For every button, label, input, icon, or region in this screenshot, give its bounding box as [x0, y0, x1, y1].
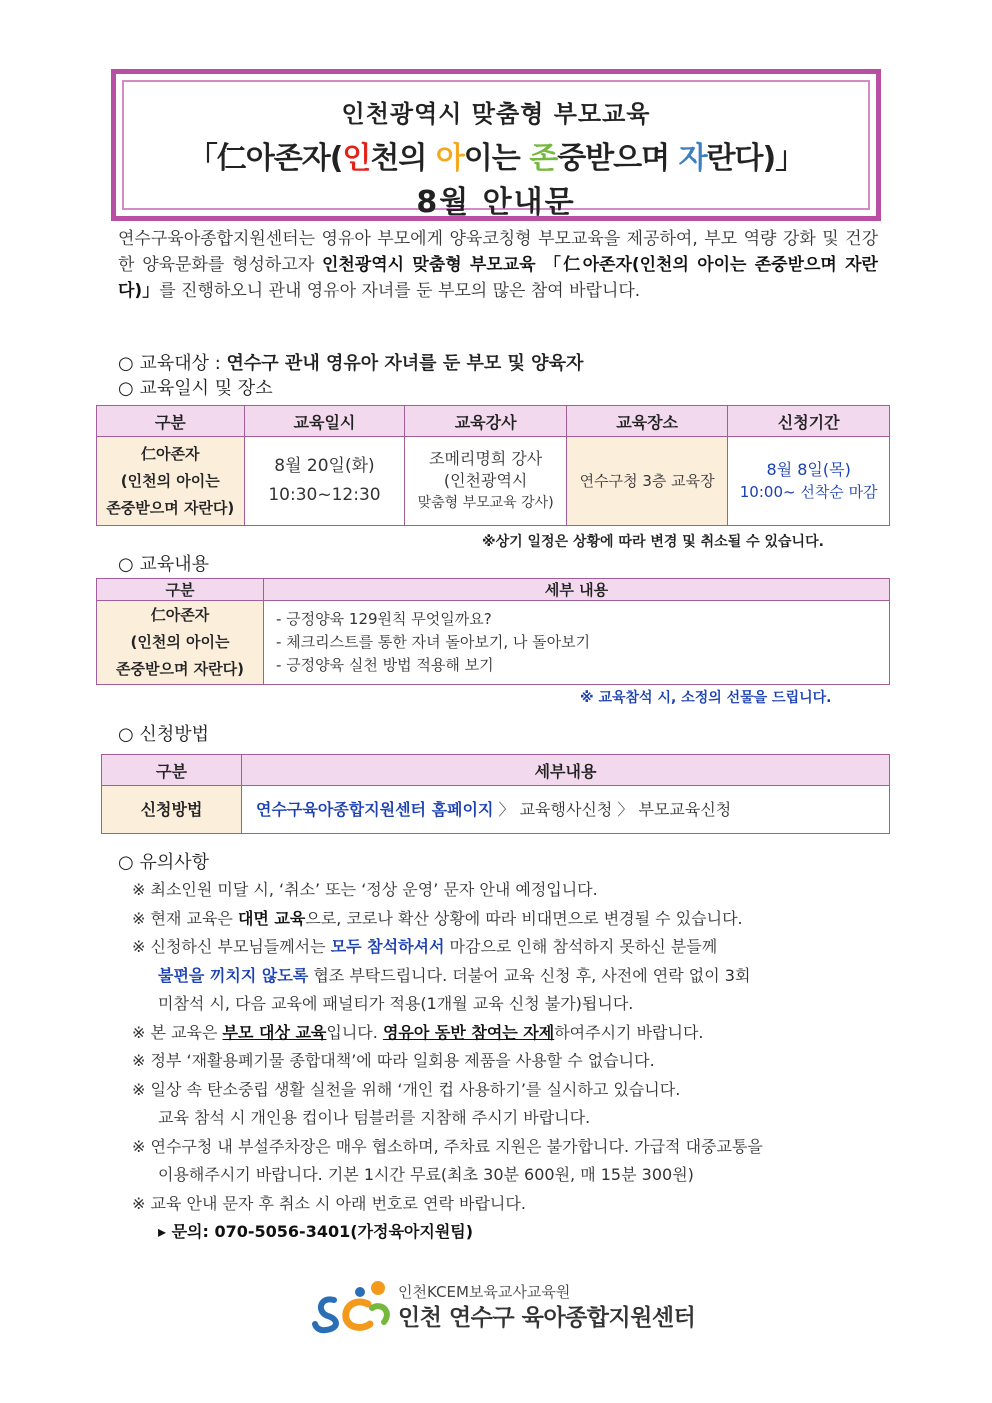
content-row [97, 601, 890, 685]
content-header-detail: 세부 내용 [264, 579, 890, 601]
title-letter-jon: 존 [529, 141, 558, 176]
category-line: (인천의 아이는 [130, 633, 230, 651]
title-prefix: 「仁아존자( [187, 141, 343, 176]
date-text: 8월 20일(화) [274, 456, 375, 476]
apply-header-row [102, 755, 890, 786]
homepage-link[interactable]: 연수구육아종합지원센터 홈페이지 [256, 800, 494, 819]
intro-text-1: 연수구육아종합지원센터는 영유아 부모에게 양육코칭형 부모교육을 제공하여, 부모 역량 강화 및 건강한 양육문화를 형성하고자 [118, 229, 878, 275]
note-text: 으로, 코로나 확산 상황에 따라 비대면으로 변경될 수 있습니다. [305, 908, 743, 928]
note-text: 하여주시기 바랍니다. [554, 1022, 704, 1042]
title-inner-frame [122, 80, 870, 220]
apply-header-detail: 세부내용 [242, 755, 890, 786]
apply-date: 8월 8일(목) [766, 460, 851, 479]
title-line-3: 8월 안내문 [416, 185, 576, 220]
note-text: 협조 부탁드립니다. 더불어 교육 신청 후, 사전에 연락 없이 3회 [308, 965, 751, 985]
note-text: ※ 현재 교육은 [132, 908, 238, 928]
target-value: 연수구 관내 영유아 자녀를 둔 부모 및 양육자 [226, 353, 584, 374]
note-text: 마감으로 인해 참석하지 못하신 분들께 [444, 937, 718, 956]
category-line: 존중받으며 자란다) [116, 660, 244, 678]
apply-table [101, 754, 890, 834]
target-label: ○ 교육대상 : [118, 353, 227, 374]
category-line: 존중받으며 자란다) [106, 498, 235, 517]
apply-detail-cell [242, 786, 890, 834]
title-letter-ja: 자 [678, 141, 707, 176]
schedule-datetime-cell [244, 437, 405, 526]
note-item [132, 905, 892, 934]
time-text: 10:30~12:30 [268, 485, 381, 505]
note-emphasis: 영유아 동반 참여는 자제 [382, 1022, 555, 1042]
note-item [132, 933, 892, 962]
apply-header-category: 구분 [102, 755, 242, 786]
note-emphasis: 부모 대상 교육 [222, 1022, 327, 1042]
footer-org-sub: 인천KCEM보육교사교육원 [398, 1283, 571, 1301]
schedule-header-category: 구분 [97, 406, 245, 437]
schedule-header-row [97, 406, 890, 437]
title-line-1: 인천광역시 맞춤형 부모교육 [341, 100, 651, 128]
gift-note: ※ 교육참석 시, 소정의 선물을 드립니다. [580, 690, 832, 706]
schedule-header-place: 교육장소 [566, 406, 727, 437]
note-item [132, 1019, 892, 1048]
note-text: ※ 본 교육은 [132, 1022, 223, 1042]
schedule-note: ※상기 일정은 상황에 따라 변경 및 취소될 수 있습니다. [482, 534, 824, 550]
note-item: ※ 일상 속 탄소중립 생활 실천을 위해 ‘개인 컵 사용하기’를 실시하고 있습니다. [132, 1079, 681, 1099]
title-letter-a: 아 [435, 141, 464, 176]
note-text: 입니다. [326, 1022, 383, 1042]
contact-line: ▸ 문의: 070-5056-3401(가정육아지원팀) [158, 1222, 474, 1241]
title-mid-3: 중받으며 [557, 141, 679, 176]
apply-row [102, 786, 890, 834]
schedule-apply-cell [728, 437, 890, 526]
apply-path: 〉 교육행사신청 〉 부모교육신청 [493, 800, 732, 819]
note-item: ※ 정부 ‘재활용폐기물 종합대책’에 따라 일회용 제품을 사용할 수 없습니다. [132, 1051, 655, 1070]
note-emphasis: 대면 교육 [237, 908, 306, 928]
notes-list [132, 876, 892, 1247]
instructor-line: 조메리명희 강사 [428, 449, 543, 468]
section-target [118, 349, 583, 375]
apply-deadline: 10:00~ 선착순 마감 [739, 483, 878, 501]
title-suffix: 란다)」 [706, 141, 805, 176]
note-emphasis: 불편을 끼치지 않도록 [158, 965, 309, 985]
note-continuation: 미참석 시, 다음 교육에 패널티가 적용(1개월 교육 신청 불가)됩니다. [158, 994, 634, 1013]
category-line: (인천의 아이는 [120, 471, 220, 490]
title-line-2 [124, 133, 868, 177]
note-item: ※ 연수구청 내 부설주차장은 매우 협소하며, 주차료 지원은 불가합니다. 가급적 대중교통을 [132, 1136, 763, 1156]
intro-program-name: 인천광역시 맞춤형 부모교육 「仁아존자(인천의 아이는 존중받으며 자란다)」 [118, 255, 878, 301]
note-continuation [132, 962, 892, 991]
schedule-header-instructor: 교육강사 [405, 406, 567, 437]
category-line: 仁아존자 [141, 444, 200, 463]
apply-category-cell: 신청방법 [102, 786, 242, 834]
section-content-heading: ○ 교육내용 [118, 554, 209, 575]
title-mid-2: 이는 [463, 141, 530, 176]
section-schedule-heading: ○ 교육일시 및 장소 [118, 378, 273, 399]
section-notes-heading: ○ 유의사항 [118, 852, 209, 873]
content-header-category: 구분 [97, 579, 264, 601]
note-emphasis: 모두 참석하셔서 [330, 937, 445, 956]
instructor-line: 맞춤형 부모교육 강사) [417, 495, 554, 511]
schedule-header-apply: 신청기간 [728, 406, 890, 437]
content-detail-cell [264, 601, 890, 685]
note-continuation: 교육 참석 시 개인용 컵이나 텀블러를 지참해 주시기 바랍니다. [158, 1108, 591, 1127]
intro-text-2: 를 진행하오니 관내 영유아 자녀를 둔 부모의 많은 참여 바랍니다. [159, 281, 641, 301]
content-header-row [97, 579, 890, 601]
title-letter-in: 인 [342, 141, 371, 176]
content-item: - 긍정양육 129원칙 무엇일까요? [276, 610, 492, 628]
content-item: - 긍정양육 실천 방법 적용해 보기 [276, 656, 494, 674]
title-mid-1: 천의 [370, 141, 436, 176]
schedule-category-cell [97, 437, 245, 526]
schedule-instructor-cell [405, 437, 567, 526]
schedule-row [97, 437, 890, 526]
footer-org-main: 인천 연수구 육아종합지원센터 [398, 1305, 696, 1331]
content-table [96, 578, 890, 685]
schedule-place-cell: 연수구청 3층 교육장 [566, 437, 727, 526]
instructor-line: (인천광역시 [443, 471, 528, 490]
note-item: ※ 교육 안내 문자 후 취소 시 아래 번호로 연락 바랍니다. [132, 1193, 526, 1213]
schedule-header-datetime: 교육일시 [244, 406, 405, 437]
title-frame [111, 69, 881, 221]
content-category-cell [97, 601, 264, 685]
schedule-table [96, 405, 890, 526]
category-line: 仁아존자 [150, 606, 210, 624]
content-item: - 체크리스트를 통한 자녀 돌아보기, 나 돌아보기 [276, 633, 591, 651]
intro-paragraph [118, 226, 878, 304]
note-text: ※ 신청하신 부모님들께서는 [132, 937, 331, 956]
note-item: ※ 최소인원 미달 시, ‘취소’ 또는 ‘정상 운영’ 문자 안내 예정입니다. [132, 880, 598, 899]
section-apply-heading: ○ 신청방법 [118, 724, 209, 745]
note-continuation: 이용해주시기 바랍니다. 기본 1시간 무료(최초 30분 600원, 매 15분 300원) [158, 1165, 694, 1184]
